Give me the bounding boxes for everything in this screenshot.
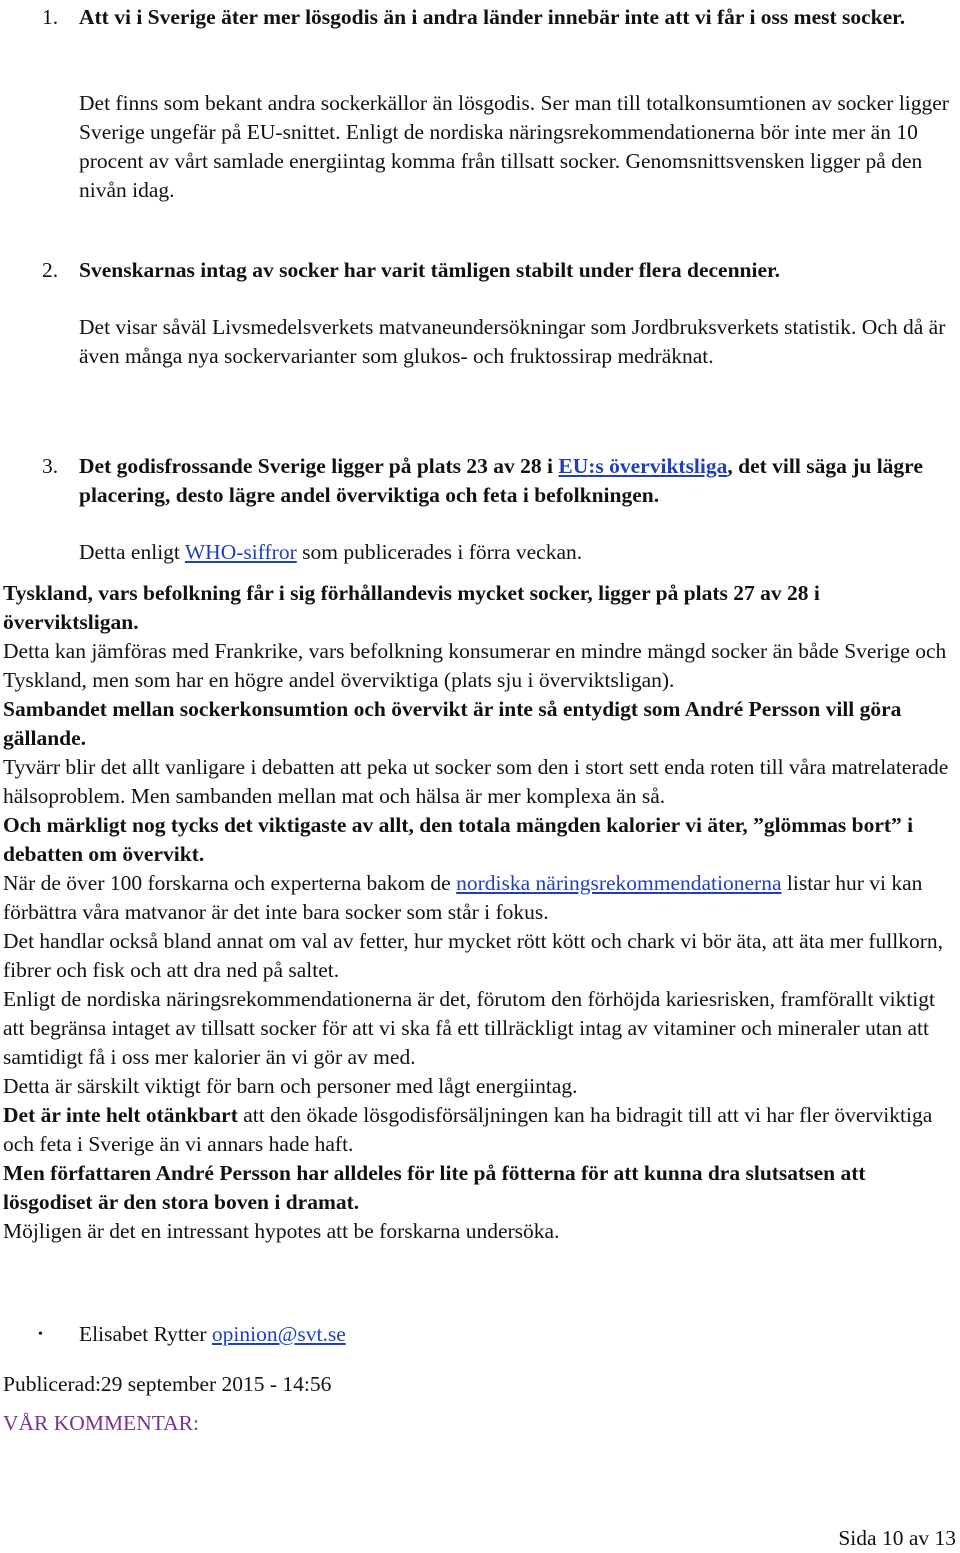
paragraph-tyvarr: Tyvärr blir det allt vanligare i debatten att peka ut socker som den i stort sett enda roten till våra matrelaterade hälsoproblem. Men sambanden mellan mat och hälsa är mer komplexa än så. <box>3 755 949 808</box>
bullet-icon: • <box>38 1327 43 1342</box>
item-3-heading-start: Det godisfrossande Sverige ligger på plats 23 av 28 i <box>79 454 559 478</box>
item-3-body-end: som publicerades i förra veckan. <box>296 540 583 564</box>
item-2-body: Det visar såväl Livsmedelsverkets matvaneundersökningar som Jordbruksverkets statistik. Och då är även många nya sockervarianter som glukos- och fruktossirap medräknat. <box>79 315 946 368</box>
who-siffror-link[interactable]: WHO-siffror <box>184 540 297 564</box>
published-date: Publicerad:29 september 2015 - 14:56 <box>3 1372 332 1396</box>
author-line <box>79 1320 951 1349</box>
paragraph-forskarna <box>3 869 958 927</box>
paragraph-forskarna-start: När de över 100 forskarna och experterna bakom de <box>3 871 457 895</box>
paragraph-forskarna-end: listar hur vi kan förbättra våra matvanor är det inte bara socker som står i fokus. <box>3 871 923 924</box>
item-3-body-start: Detta enligt <box>79 540 185 564</box>
paragraph-otankbart-rest: att den ökade lösgodisförsäljningen kan ha bidragit till att vi har fler överviktiga och feta i Sverige än vi annars hade haft. <box>3 1103 933 1156</box>
paragraph-otankbart-bold: Det är inte helt otänkbart <box>3 1103 238 1127</box>
comment-heading: VÅR KOMMENTAR: <box>3 1411 199 1435</box>
paragraph-barn: Detta är särskilt viktigt för barn och personer med lågt energiintag. <box>3 1074 578 1098</box>
item-3-heading <box>79 452 951 510</box>
paragraph-tyskland: Tyskland, vars befolkning får i sig förhållandevis mycket socker, ligger på plats 27 av 28 i överviktsligan. <box>3 581 820 634</box>
item-3-body <box>79 538 951 567</box>
item-2-heading: Svenskarnas intag av socker har varit tämligen stabilt under flera decennier. <box>79 258 780 282</box>
paragraph-sambandet: Sambandet mellan sockerkonsumtion och övervikt är inte så entydigt som André Persson vill göra gällande. <box>3 697 902 750</box>
paragraph-kariesrisken: Enligt de nordiska näringsrekommendationerna är det, förutom den förhöjda kariesrisken, framförallt viktigt att begränsa intaget av tillsatt socker för att vi ska få ett tillräckligt intag av vitaminer och mineraler utan att samtidigt få i oss mer kalorier än vi gör av med. <box>3 987 935 1069</box>
author-email-link[interactable]: opinion@svt.se <box>211 1322 346 1346</box>
item-1-body: Det finns som bekant andra sockerkällor än lösgodis. Ser man till totalkonsumtionen av socker ligger Sverige ungefär på EU-snittet. Enligt de nordiska näringsrekommendationerna bör inte mer än 10 procent av vårt samlade energiintag komma från tillsatt socker. Genomsnittsvensken ligger på den nivån idag. <box>79 91 949 202</box>
paragraph-flow <box>3 579 958 1246</box>
nordiska-naringsrekommendationerna-link[interactable]: nordiska näringsrekommendationerna <box>456 871 782 895</box>
eu-overviktsliga-link[interactable]: EU:s överviktsliga <box>558 454 728 478</box>
paragraph-frankrike: Detta kan jämföras med Frankrike, vars befolkning konsumerar en mindre mängd socker än både Sverige och Tyskland, men som har en högre andel överviktiga (plats sju i överviktsligan). <box>3 639 947 692</box>
list-number: 3. <box>42 454 59 478</box>
paragraph-forfattaren: Men författaren André Persson har alldeles för lite på fötterna för att kunna dra slutsatsen att lösgodiset är den stora boven i dramat. <box>3 1161 866 1214</box>
page-number: Sida 10 av 13 <box>838 1526 956 1550</box>
item-1-heading: Att vi i Sverige äter mer lösgodis än i andra länder innebär inte att vi får i oss mest socker. <box>79 5 906 29</box>
paragraph-fetter: Det handlar också bland annat om val av fetter, hur mycket rött kött och chark vi bör äta, att äta mer fullkorn, fibrer och fisk och att dra ned på saltet. <box>3 929 944 982</box>
item-3-heading-end: , det vill säga ju lägre placering, desto lägre andel överviktiga och feta i befolkningen. <box>79 454 923 507</box>
list-number: 1. <box>42 5 59 29</box>
paragraph-hypotes: Möjligen är det en intressant hypotes att be forskarna undersöka. <box>3 1219 560 1243</box>
author-name: Elisabet Rytter <box>79 1322 212 1346</box>
list-number: 2. <box>42 258 59 282</box>
paragraph-otankbart <box>3 1101 958 1159</box>
paragraph-kalorier: Och märkligt nog tycks det viktigaste av allt, den totala mängden kalorier vi äter, ”glömmas bort” i debatten om övervikt. <box>3 813 914 866</box>
